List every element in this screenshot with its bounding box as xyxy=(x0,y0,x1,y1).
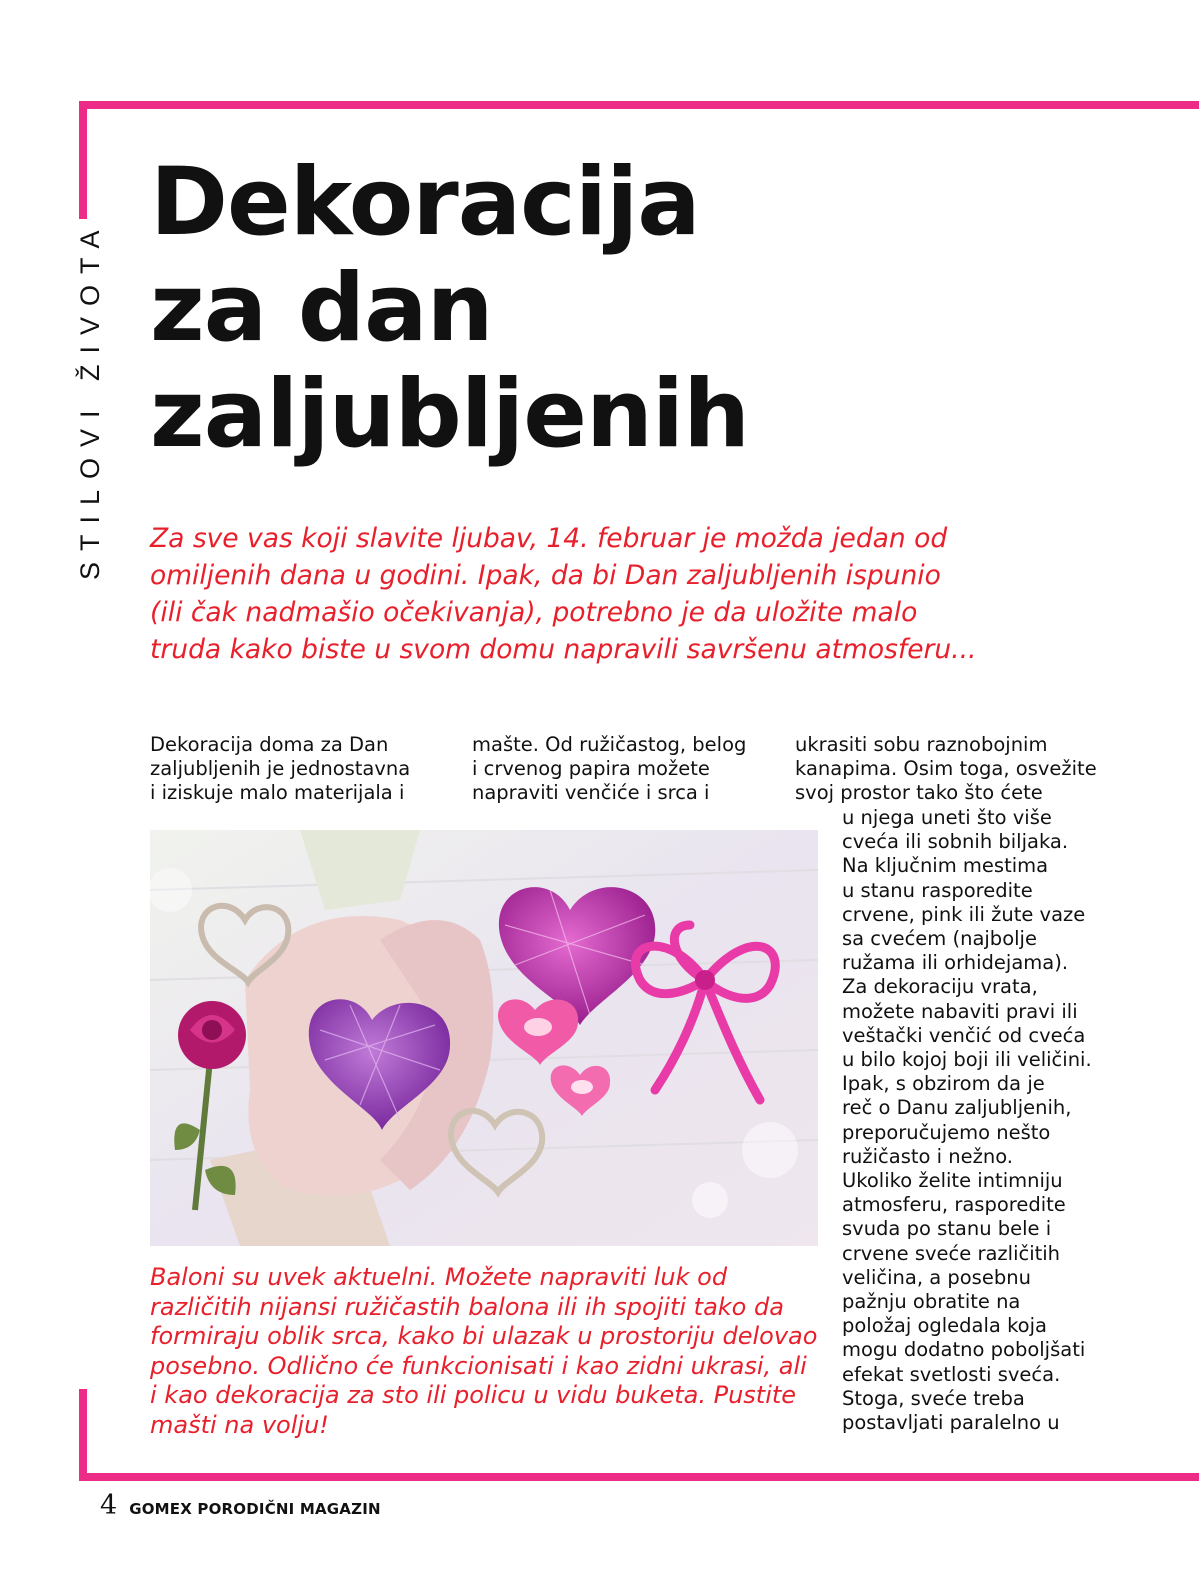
frame-top-border xyxy=(79,101,1199,109)
lead-line: Za sve vas koji slavite ljubav, 14. februar je možda jedan od xyxy=(150,523,948,554)
body-line: postavljati paralelno u xyxy=(842,1411,1060,1435)
body-line: Ipak, s obzirom da je xyxy=(842,1072,1045,1096)
page-footer xyxy=(100,1490,381,1521)
body-line: preporučujemo nešto xyxy=(842,1120,1051,1144)
body-line: veličina, a posebnu xyxy=(842,1265,1031,1289)
lead-line: truda kako biste u svom domu napravili savršenu atmosferu... xyxy=(150,634,977,665)
body-line: svuda po stanu bele i xyxy=(842,1217,1052,1241)
body-line: napraviti venčiće i srca i xyxy=(472,781,710,805)
photo-caption xyxy=(150,1263,817,1440)
body-line: u stanu rasporedite xyxy=(842,878,1033,902)
caption-line: posebno. Odlično će funkcionisati i kao zidni ukrasi, ali xyxy=(150,1351,807,1380)
body-line: crvene sveće različitih xyxy=(842,1241,1061,1265)
body-column-3 xyxy=(842,806,1092,1435)
body-line: Dekoracija doma za Dan xyxy=(150,733,389,756)
body-line: Na ključnim mestima xyxy=(842,854,1049,878)
title-line: zaljubljenih xyxy=(150,360,750,469)
lead-paragraph xyxy=(150,520,1010,668)
body-line: možete nabaviti pravi ili xyxy=(842,999,1078,1023)
body-line: kanapima. Osim toga, osvežite xyxy=(795,757,1097,781)
body-line: Stoga, sveće treba xyxy=(842,1386,1025,1410)
body-line: svoj prostor tako što ćete xyxy=(795,781,1043,805)
body-column-1 xyxy=(150,733,410,806)
title-line: Dekoracija xyxy=(150,148,700,257)
body-column-3-top xyxy=(795,733,1097,806)
caption-line: mašti na volju! xyxy=(150,1410,329,1439)
caption-line: formiraju oblik srca, kako bi ulazak u prostoriju delovao xyxy=(150,1322,818,1350)
body-line: atmosferu, rasporedite xyxy=(842,1193,1066,1217)
body-line: veštački venčić od cveća xyxy=(842,1023,1086,1047)
body-line: Ukoliko želite intimniju xyxy=(842,1169,1063,1193)
frame-bottom-border xyxy=(79,1473,1199,1481)
lead-line: omiljenih dana u godini. Ipak, da bi Dan zaljubljenih ispunio xyxy=(150,560,941,591)
body-line: u bilo kojoj boji ili veličini. xyxy=(842,1048,1092,1072)
body-line: i iziskuje malo materijala i xyxy=(150,781,405,805)
body-line: Za dekoraciju vrata, xyxy=(842,975,1038,999)
body-line: ružičasto i nežno. xyxy=(842,1144,1013,1168)
lead-line: (ili čak nadmašio očekivanja), potrebno je da uložite malo xyxy=(150,597,918,628)
hands-holding-heart-icon xyxy=(150,830,818,1246)
section-label: STILOVI ŽIVOTA xyxy=(75,219,105,580)
body-line: crvene, pink ili žute vaze xyxy=(842,902,1086,926)
caption-line: i kao dekoracija za sto ili policu u vidu buketa. Pustite xyxy=(150,1381,797,1409)
body-line: i crvenog papira možete xyxy=(472,757,710,781)
body-line: pažnju obratite na xyxy=(842,1290,1021,1314)
caption-line: Baloni su uvek aktuelni. Možete napraviti luk od xyxy=(150,1263,728,1291)
body-line: reč o Danu zaljubljenih, xyxy=(842,1096,1072,1120)
body-line: mašte. Od ružičastog, belog xyxy=(472,733,747,756)
body-line: u njega uneti što više xyxy=(842,806,1052,829)
article-title xyxy=(150,150,749,468)
body-line: zaljubljenih je jednostavna xyxy=(150,757,411,781)
body-line: ružama ili orhidejama). xyxy=(842,951,1069,975)
title-line: za dan xyxy=(150,254,493,363)
frame-left-border-bottom xyxy=(79,1389,87,1473)
body-line: ukrasiti sobu raznobojnim xyxy=(795,733,1048,756)
body-column-2 xyxy=(472,733,746,806)
page-number: 4 xyxy=(100,1490,118,1521)
body-line: mogu dodatno poboljšati xyxy=(842,1338,1086,1362)
magazine-name: GOMEX PORODIČNI MAGAZIN xyxy=(129,1500,381,1518)
caption-line: različitih nijansi ružičastih balona ili ih spojiti tako da xyxy=(150,1292,784,1321)
article-photo xyxy=(150,830,818,1246)
frame-left-border-top xyxy=(79,101,87,219)
body-line: položaj ogledala koja xyxy=(842,1314,1047,1338)
body-line: sa cvećem (najbolje xyxy=(842,927,1037,951)
body-line: efekat svetlosti sveća. xyxy=(842,1362,1061,1386)
body-line: cveća ili sobnih biljaka. xyxy=(842,830,1069,854)
